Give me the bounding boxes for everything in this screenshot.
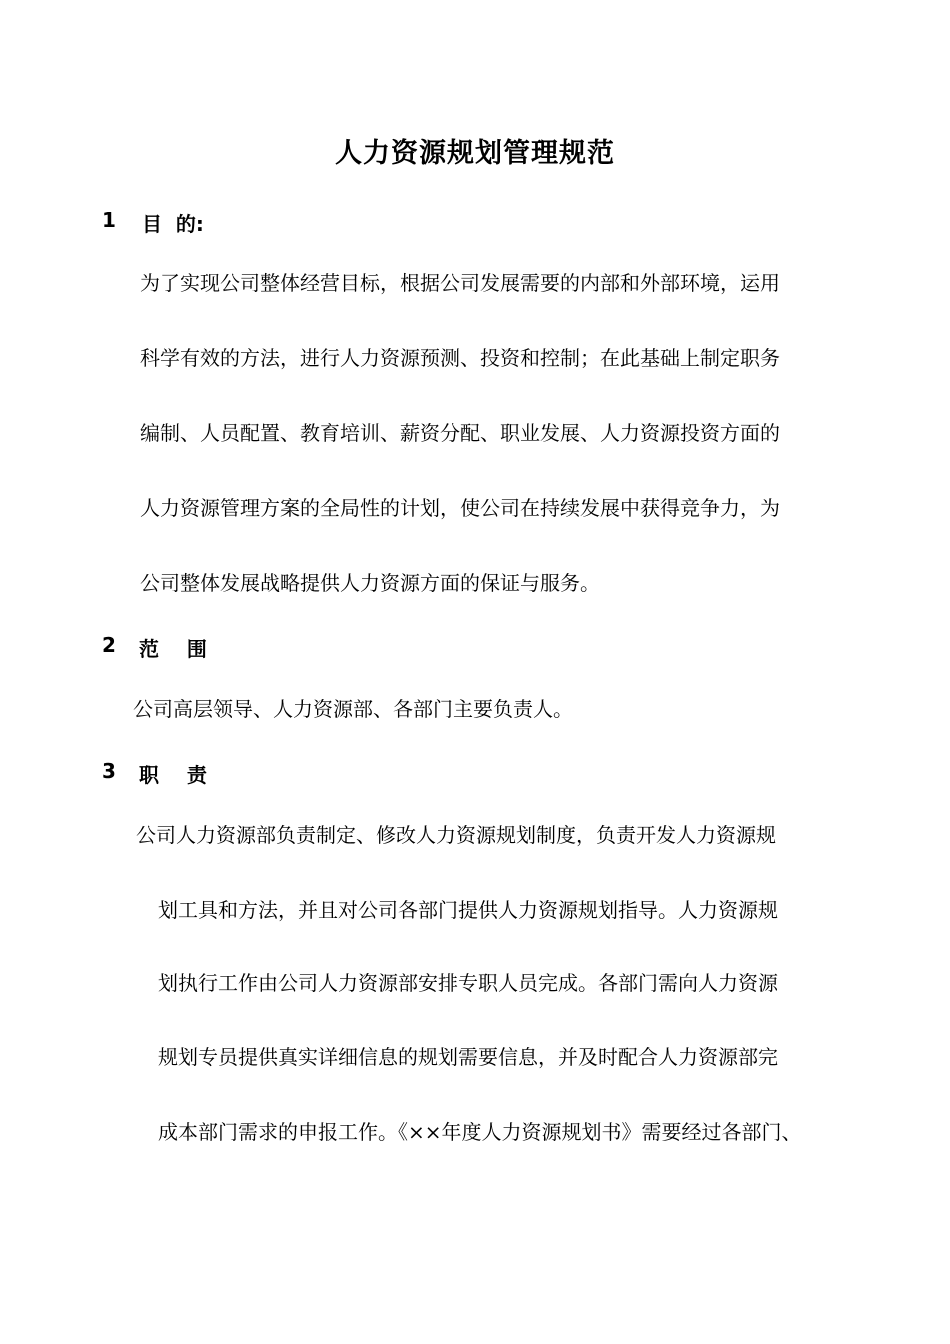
paragraph-line: 为了实现公司整体经营目标，根据公司发展需要的内部和外部环境，运用 — [140, 271, 780, 295]
section-label: 范 围 — [139, 637, 207, 661]
paragraph-line: 编制、人员配置、教育培训、薪资分配、职业发展、人力资源投资方面的 — [140, 421, 780, 445]
document-title: 人力资源规划管理规范 — [335, 138, 615, 169]
paragraph-line: 公司高层领导、人力资源部、各部门主要负责人。 — [133, 697, 573, 721]
paragraph-line: 人力资源管理方案的全局性的计划，使公司在持续发展中获得竞争力，为 — [140, 496, 780, 520]
section-heading-responsibilities — [102, 759, 302, 785]
section-number: 2 — [102, 633, 116, 657]
paragraph-line: 公司整体发展战略提供人力资源方面的保证与服务。 — [140, 571, 600, 595]
paragraph-line: 公司人力资源部负责制定、修改人力资源规划制度，负责开发人力资源规 — [136, 823, 776, 847]
section-heading-purpose — [102, 208, 302, 234]
section-number: 3 — [102, 759, 116, 783]
section-heading-scope — [102, 633, 302, 659]
paragraph-line: 成本部门需求的申报工作。《××年度人力资源规划书》需要经过各部门、 — [158, 1120, 802, 1144]
section-label: 职 责 — [139, 763, 207, 787]
paragraph-line: 科学有效的方法，进行人力资源预测、投资和控制；在此基础上制定职务 — [140, 346, 780, 370]
paragraph-line: 划执行工作由公司人力资源部安排专职人员完成。各部门需向人力资源 — [158, 971, 778, 995]
paragraph-line: 规划专员提供真实详细信息的规划需要信息，并及时配合人力资源部完 — [158, 1045, 778, 1069]
section-number: 1 — [102, 208, 116, 232]
paragraph-line: 划工具和方法，并且对公司各部门提供人力资源规划指导。人力资源规 — [158, 898, 778, 922]
section-label: 目 的: — [142, 212, 204, 236]
